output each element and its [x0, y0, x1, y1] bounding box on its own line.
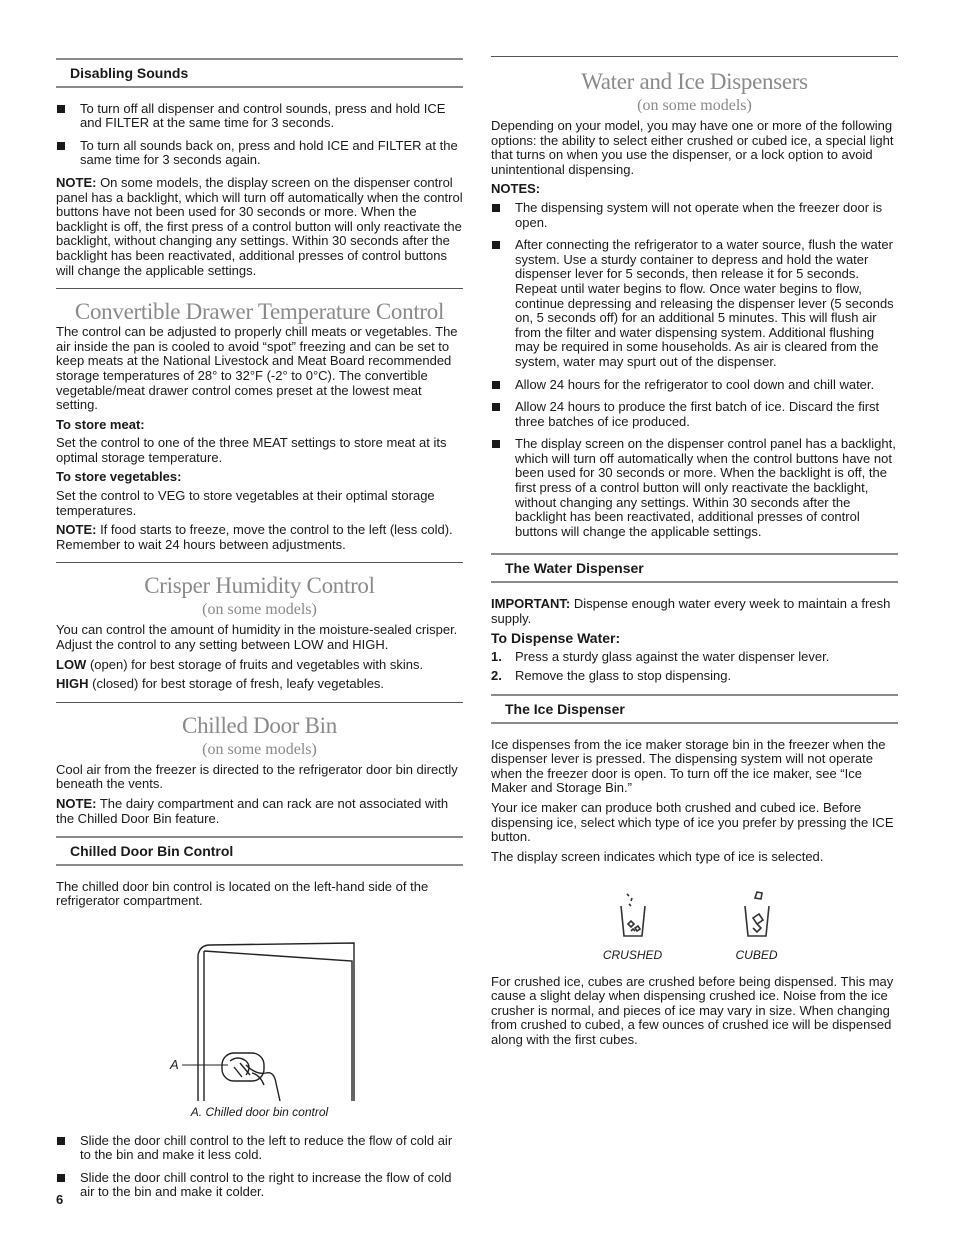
crisper-humidity-title: Crisper Humidity Control [144, 573, 375, 599]
ice-paragraph-3: The display screen indicates which type of ice is selected. [491, 848, 824, 864]
note-text: If food starts to freeze, move the control to the left (less cold). Remember to wait 24 hours between adjustments. [56, 522, 453, 552]
crisper-low [56, 658, 463, 673]
list-item: The dispensing system will not operate when the freezer door is open. [491, 201, 898, 230]
list-item: Slide the door chill control to the left to reduce the flow of cold air to the bin and make it less cold. [56, 1134, 463, 1163]
store-vegetables-heading: To store vegetables: [56, 469, 182, 485]
store-meat-text: Set the control to one of the three MEAT settings to store meat at its optimal storage temperature. [56, 435, 447, 465]
water-dispenser-heading: The Water Dispenser [491, 553, 898, 583]
chilled-door-bin-title: Chilled Door Bin [182, 712, 337, 738]
backlight-note [56, 176, 463, 278]
section-divider [56, 562, 463, 563]
step-number: 2. [491, 668, 502, 684]
list-item [491, 650, 898, 665]
store-vegetables-text: Set the control to VEG to store vegetables at their optimal storage temperatures. [56, 488, 435, 518]
dispense-water-heading: To Dispense Water: [491, 630, 621, 647]
dispense-water-steps [491, 650, 898, 684]
low-text: (open) for best storage of fruits and vegetables with skins. [86, 656, 424, 672]
ice-paragraph-1: Ice dispenses from the ice maker storage bin in the freezer when the dispenser lever is pressed. The dispensing system will not operate when the freezer door is open. To turn off the ice maker, see “Ice Maker and Storage Bin.” [491, 736, 886, 796]
right-column [491, 56, 898, 1053]
ice-paragraph-2: Your ice maker can produce both crushed and cubed ice. Before dispensing ice, select which type of ice you prefer by pressing the ICE button. [491, 799, 894, 845]
chilled-subtitle: (on some models) [202, 740, 317, 758]
important-label: IMPORTANT: [491, 596, 571, 612]
note-label: NOTE: [56, 796, 97, 811]
left-column [56, 56, 463, 1208]
list-item: Allow 24 hours for the refrigerator to cool down and chill water. [491, 378, 898, 393]
crushed-ice-icon [613, 888, 653, 940]
crisper-subtitle: (on some models) [202, 601, 317, 619]
step-number: 1. [491, 648, 502, 664]
cubed-label: CUBED [735, 947, 778, 962]
notes-label: NOTES: [491, 181, 541, 197]
note-label: NOTE: [56, 522, 97, 538]
store-meat-heading: To store meat: [56, 416, 145, 432]
door-chill-list [56, 1134, 463, 1200]
disabling-sounds-heading: Disabling Sounds [56, 58, 463, 88]
cubed-ice-indicator [717, 888, 797, 962]
ice-dispenser-heading: The Ice Dispenser [491, 694, 898, 724]
chilled-door-bin-control-heading: Chilled Door Bin Control [56, 836, 463, 866]
section-divider [56, 288, 463, 289]
chilled-control-text: The chilled door bin control is located on the left-hand side of the refrigerator compartment. [56, 878, 429, 909]
list-item: To turn off all dispenser and control sounds, press and hold ICE and FILTER at the same time for 3 seconds. [56, 102, 463, 131]
water-ice-dispensers-title: Water and Ice Dispensers [581, 69, 808, 94]
convertible-intro: The control can be adjusted to properly chill meats or vegetables. The air inside the pan is cooled to avoid “spot” freezing and can be set to keep meats at the National Livestock and Meat Board recommended storage temperatures of 28° to 32°F (-2° to 0°C). The convertible vegetable/meat drawer control comes preset at the lowest meat setting. [56, 324, 458, 413]
cubed-ice-icon [737, 888, 777, 940]
dispensers-subtitle: (on some models) [637, 97, 752, 114]
high-text: (closed) for best storage of fresh, leafy vegetables. [88, 676, 385, 692]
section-divider [56, 702, 463, 703]
section-divider [491, 56, 898, 57]
list-item: The display screen on the dispenser control panel has a backlight, which will turn off automatically when the control buttons have not been used for 30 seconds or more. When the backlight is off, the first press of a control button will only reactivate the backlight, without changing any settings. Within 30 seconds after the backlight has been reactivated, additional presses of control buttons will change the applicable settings. [491, 437, 898, 539]
refrigerator-door-illustration [56, 933, 463, 1101]
crushed-label: CRUSHED [602, 947, 663, 962]
crisper-high [56, 677, 463, 692]
list-item: To turn all sounds back on, press and hold ICE and FILTER at the same time for 3 seconds again. [56, 139, 463, 168]
high-label: HIGH [56, 676, 89, 692]
crisper-intro: You can control the amount of humidity in the moisture-sealed crisper. Adjust the control to any setting between LOW and HIGH. [56, 622, 458, 653]
list-item: After connecting the refrigerator to a water source, flush the water system. Use a sturdy container to depress and hold the water dispenser lever for 5 seconds, then release it for 5 seconds. Repeat until water begins to flow. Once water begins to flow, continue depressing and releasing the dispenser lever (5 seconds on, 5 seconds off) for an additional 5 minutes. This will flush air from the filter and water dispensing system. Additional flushing may be required in some households. As air is cleared from the system, water may spurt out of the dispenser. [491, 238, 898, 369]
step-text: Remove the glass to stop dispensing. [515, 668, 732, 684]
convertible-drawer-title: Convertible Drawer Temperature Control [74, 299, 445, 325]
list-item [491, 669, 898, 684]
figure-callout-label: A [170, 1056, 179, 1072]
chilled-note [56, 797, 463, 826]
dispenser-notes-list [491, 201, 898, 539]
important-note [491, 597, 898, 626]
page-number: 6 [56, 1192, 64, 1207]
note-text: The dairy compartment and can rack are not associated with the Chilled Door Bin feature. [56, 796, 449, 826]
note-text: On some models, the display screen on the dispenser control panel has a backlight, which will turn off automatically when the control buttons have not been used for 30 seconds or more. When the backlight is off, the first press of a control button will only reactivate the backlight, without changing any settings. Within 30 seconds after the backlight has been reactivated, additional presses of control buttons will change the applicable settings. [56, 174, 463, 278]
list-item: Slide the door chill control to the right to increase the flow of cold air to the bin and make it colder. [56, 1171, 463, 1200]
list-item: Allow 24 hours to produce the first batch of ice. Discard the first three batches of ice produced. [491, 400, 898, 429]
crushed-ice-indicator [593, 888, 673, 962]
dispensers-intro: Depending on your model, you may have one or more of the following options: the ability to select either crushed or cubed ice, a special light that turns on when you use the dispenser, or a lock option to avoid unintentional dispensing. [491, 118, 894, 177]
disabling-sounds-list [56, 102, 463, 168]
convertible-note [56, 523, 463, 552]
step-text: Press a sturdy glass against the water dispenser lever. [515, 648, 830, 664]
figure-caption: A. Chilled door bin control [190, 1104, 329, 1119]
ice-paragraph-4: For crushed ice, cubes are crushed before being dispensed. This may cause a slight delay when dispensing crushed ice. Noise from the ice crusher is normal, and pieces of ice may vary in size. When changing from crushed to cubed, a few ounces of crushed ice will be dispensed along with the first cubes. [491, 973, 894, 1047]
note-label: NOTE: [56, 174, 97, 190]
low-label: LOW [56, 656, 87, 672]
chilled-door-bin-figure [56, 933, 463, 1101]
chilled-intro: Cool air from the freezer is directed to the refrigerator door bin directly beneath the vents. [56, 761, 458, 792]
important-text: Dispense enough water every week to maintain a fresh supply. [491, 596, 891, 626]
ice-type-icons [491, 888, 898, 962]
